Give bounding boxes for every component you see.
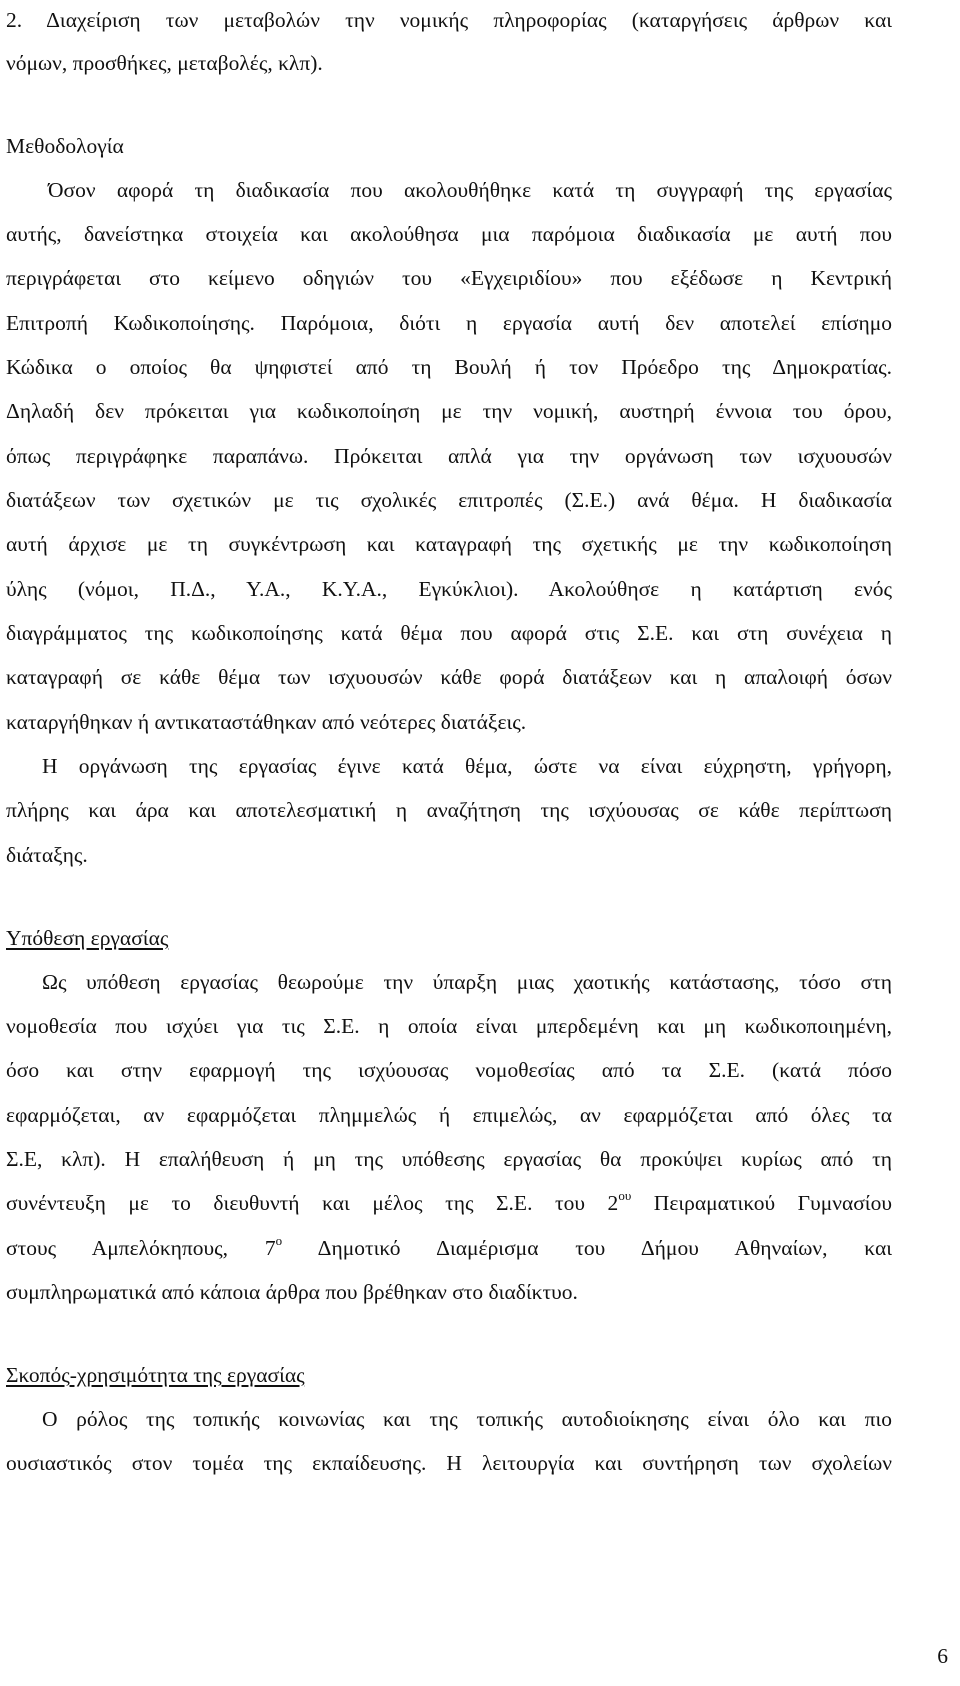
hypothesis-line [6, 1187, 892, 1219]
purpose-line: Ο ρόλος της τοπικής κοινωνίας και της τοπικής αυτοδιοίκησης είναι όλο και πιο [42, 1407, 892, 1431]
purpose-line: ουσιαστικός στον τομέα της εκπαίδευσης. Η λειτουργία και συντήρηση των σχολείων [6, 1451, 892, 1475]
methodology-line: Επιτροπή Κωδικοποίησης. Παρόμοια, διότι η εργασία αυτή δεν αποτελεί επίσημο [6, 311, 892, 335]
methodology-para2-line: Η οργάνωση της εργασίας έγινε κατά θέμα, ώστε να είναι εύχρηστη, γρήγορη, [42, 754, 892, 778]
methodology-line: διαγράμματος της κωδικοποίησης κατά θέμα που αφορά στις Σ.Ε. και στη συνέχεια η [6, 621, 892, 645]
methodology-para2-line: διάταξης. [6, 843, 88, 867]
hypothesis-line-7-b: Δημοτικό Διαμέρισμα του Δήμου Αθηναίων, και [282, 1236, 892, 1260]
methodology-line: καταγραφή σε κάθε θέμα των ισχυουσών κάθε φορά διατάξεων και η απαλοιφή όσων [6, 665, 892, 689]
hypothesis-line: συμπληρωματικά από κάποια άρθρα που βρέθηκαν στο διαδίκτυο. [6, 1280, 578, 1304]
hypothesis-line [6, 1232, 892, 1264]
methodology-line: Κώδικα ο οποίος θα ψηφιστεί από τη Βουλή ή τον Πρόεδρο της Δημοκρατίας. [6, 355, 892, 379]
section-2-line-1: 2. Διαχείριση των μεταβολών την νομικής πληροφορίας (καταργήσεις άρθρων και [6, 8, 892, 32]
hypothesis-line-6-b: Πειραματικού Γυμνασίου [631, 1191, 892, 1215]
purpose-heading-text: Σκοπός-χρησιμότητα της εργασίας [6, 1363, 305, 1387]
hypothesis-line: εφαρμόζεται, αν εφαρμόζεται πλημμελώς ή επιμελώς, αν εφαρμόζεται από όλες τα [6, 1103, 892, 1127]
page-number: 6 [937, 1644, 948, 1668]
purpose-heading [6, 1359, 892, 1391]
hypothesis-line: Ως υπόθεση εργασίας θεωρούμε την ύπαρξη μιας χαοτικής κατάστασης, τόσο στη [42, 970, 892, 994]
hypothesis-heading [6, 922, 892, 954]
methodology-line: αυτής, δανείστηκα στοιχεία και ακολούθησα μια παρόμοια διαδικασία με αυτή που [6, 222, 892, 246]
methodology-line: ύλης (νόμοι, Π.Δ., Υ.Α., Κ.Υ.Α., Εγκύκλιοι). Ακολούθησε η κατάρτιση ενός [6, 577, 892, 601]
hypothesis-line: Σ.Ε, κλπ). Η επαλήθευση ή μη της υπόθεσης εργασίας θα προκύψει κυρίως από τη [6, 1147, 892, 1171]
methodology-line: διατάξεων των σχετικών με τις σχολικές επιτροπές (Σ.Ε.) ανά θέμα. Η διαδικασία [6, 488, 892, 512]
ordinal-superscript: ου [618, 1187, 632, 1203]
methodology-line: καταργήθηκαν ή αντικαταστάθηκαν από νεότερες διατάξεις. [6, 710, 527, 734]
hypothesis-line: νομοθεσία που ισχύει για τις Σ.Ε. η οποία είναι μπερδεμένη και μη κωδικοποιημένη, [6, 1014, 892, 1038]
hypothesis-heading-text: Υπόθεση εργασίας [6, 926, 169, 950]
methodology-line: Δηλαδή δεν πρόκειται για κωδικοποίηση με την νομική, αυστηρή έννοια του όρου, [6, 399, 892, 423]
hypothesis-line: όσο και στην εφαρμογή της ισχύουσας νομοθεσίας από τα Σ.Ε. (κατά πόσο [6, 1058, 892, 1082]
methodology-para2-line: πλήρης και άρα και αποτελεσματική η αναζήτηση της ισχύουσας σε κάθε περίπτωση [6, 798, 892, 822]
methodology-line: Όσον αφορά τη διαδικασία που ακολουθήθηκε κατά τη συγγραφή της εργασίας [48, 178, 892, 202]
methodology-line: περιγράφεται στο κείμενο οδηγιών του «Εγχειριδίου» που εξέδωσε η Κεντρική [6, 266, 892, 290]
section-2-line-2: νόμων, προσθήκες, μεταβολές, κλπ). [6, 51, 323, 75]
methodology-line: αυτή άρχισε με τη συγκέντρωση και καταγραφή της σχετικής με την κωδικοποίηση [6, 532, 892, 556]
hypothesis-line-7-a: στους Αμπελόκηπους, 7 [6, 1236, 276, 1260]
ordinal-superscript: ο [275, 1232, 283, 1248]
hypothesis-line-6-a: συνέντευξη με το διευθυντή και μέλος της Σ.Ε. του 2 [6, 1191, 619, 1215]
methodology-heading: Μεθοδολογία [6, 134, 124, 158]
methodology-line: όπως περιγράφηκε παραπάνω. Πρόκειται απλά για την οργάνωση των ισχυουσών [6, 444, 892, 468]
